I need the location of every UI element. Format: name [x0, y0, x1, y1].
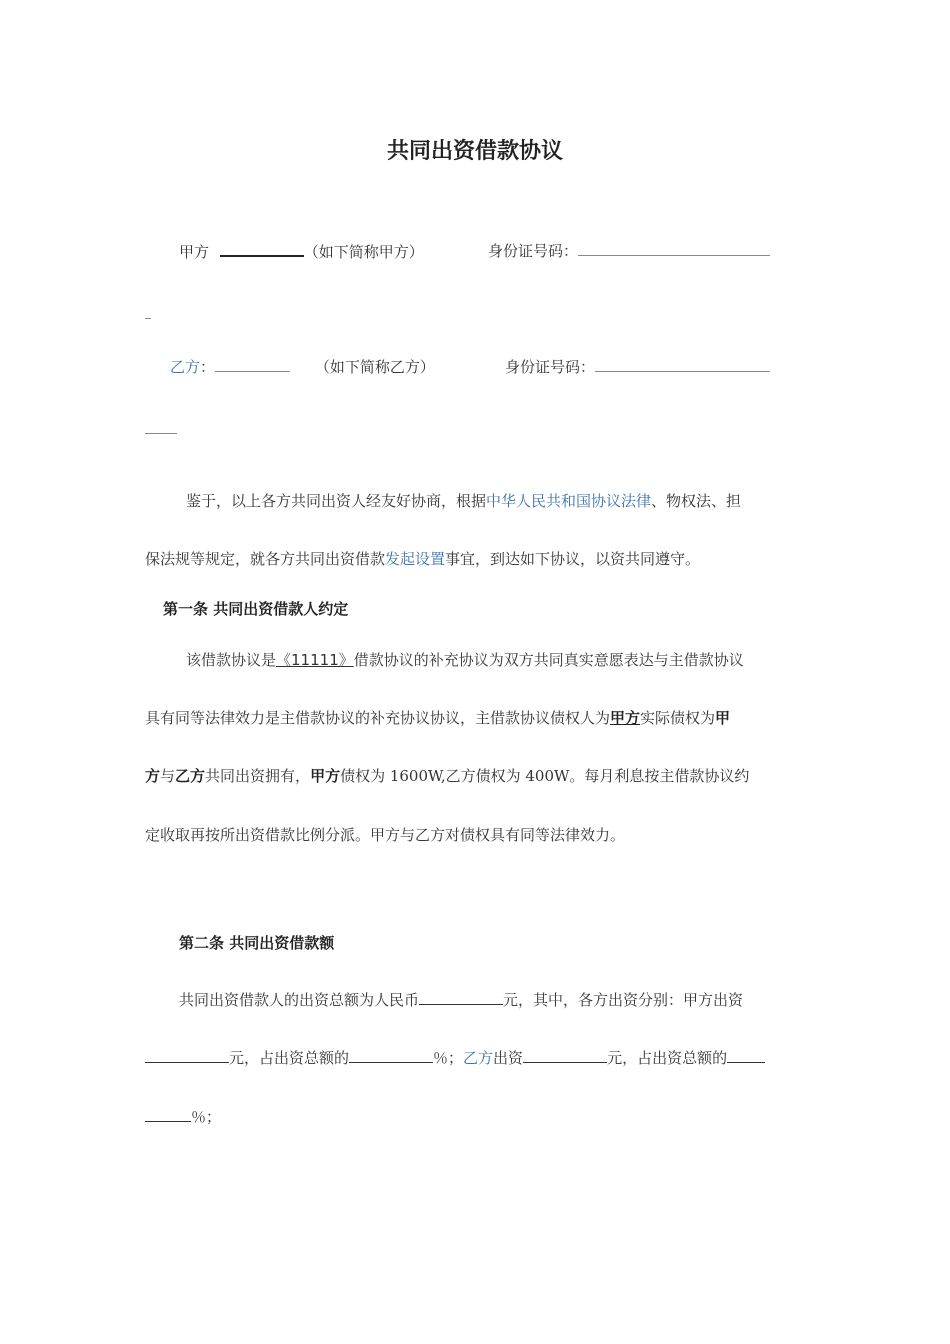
party-a-line [179, 241, 424, 262]
article-text: 债权为 1600W,乙方债权为 400W。每月利息按主借款协议约 [340, 767, 750, 785]
party-b-name-blank[interactable] [215, 357, 290, 372]
party-b-line [170, 357, 435, 377]
party-b-label[interactable]: 乙方 [170, 358, 201, 376]
article-text: 元，占出资总额的 [607, 1049, 728, 1067]
party-a-id-label: 身份证号码： [488, 242, 579, 260]
party-b-suffix: （如下简称乙方） [314, 358, 435, 376]
party-a-suffix: （如下简称甲方） [303, 243, 424, 261]
party-b-id-blank[interactable] [595, 357, 770, 372]
article-text: 借款协议的补充协议为双方共同真实意愿表达与主借款协议 [353, 651, 744, 669]
article-1-line-2 [145, 708, 730, 728]
preamble-text: 鉴于，以上各方共同出资人经友好协商，根据 [186, 492, 487, 510]
article-text: 元，其中，各方出资分别：甲方出资 [503, 991, 744, 1009]
article-2-heading: 第二条 共同出资借款额 [179, 934, 335, 952]
party-a-emphasis: 方 [145, 767, 161, 785]
article-text: 实际债权为 [640, 709, 716, 727]
party-b-id-line [505, 357, 770, 377]
party-b-percent-blank-start[interactable] [727, 1048, 765, 1063]
article-1-line-3 [145, 766, 749, 786]
article-text: ％； [191, 1108, 222, 1126]
party-a-label: 甲方 [179, 243, 210, 261]
article-text: 与 [160, 767, 176, 785]
line-continuation-mark [145, 318, 151, 319]
law-link[interactable]: 中华人民共和国协议法律 [486, 492, 652, 510]
party-a-emphasis: 甲 [715, 709, 731, 727]
party-b-link[interactable]: 乙方 [463, 1049, 494, 1067]
article-2-line-3 [145, 1107, 221, 1127]
article-text: 出资 [493, 1049, 524, 1067]
article-text: ％； [433, 1049, 464, 1067]
preamble-text: 事宜，到达如下协议，以资共同遵守。 [445, 550, 701, 568]
article-text: 元，占出资总额的 [229, 1049, 350, 1067]
party-a-emphasis: 甲方 [310, 767, 341, 785]
article-2-line-2 [145, 1048, 765, 1068]
party-a-amount-blank[interactable] [145, 1048, 229, 1063]
line-continuation-mark-2 [145, 433, 177, 434]
party-a-name-blank[interactable] [220, 241, 304, 257]
party-b-id-label: 身份证号码： [505, 358, 596, 376]
preamble-text: 、物权法、担 [651, 492, 742, 510]
preamble-line-1 [186, 491, 741, 511]
article-text: 共同出资借款人的出资总额为人民币 [179, 991, 420, 1009]
agreement-reference: 《11111》 [276, 651, 354, 669]
party-a-id-blank[interactable] [578, 241, 770, 256]
article-1-line-1 [186, 650, 744, 670]
preamble-line-2 [145, 549, 700, 569]
article-text: 该借款协议是 [186, 651, 277, 669]
party-b-colon: ： [200, 358, 216, 376]
party-a-percent-blank[interactable] [349, 1048, 433, 1063]
party-b-emphasis: 乙方 [175, 767, 206, 785]
article-text: 共同出资拥有， [205, 767, 311, 785]
preamble-text: 保法规等规定，就各方共同出资借款 [145, 550, 386, 568]
party-a-emphasis: 甲方 [610, 709, 641, 727]
article-text: 具有同等法律效力是主借款协议的补充协议协议，主借款协议债权人为 [145, 709, 611, 727]
setup-link[interactable]: 发起设置 [385, 550, 446, 568]
article-1-heading: 第一条 共同出资借款人约定 [163, 600, 349, 618]
total-amount-blank[interactable] [419, 990, 503, 1005]
article-1-line-4: 定收取再按所出资借款比例分派。甲方与乙方对债权具有同等法律效力。 [145, 826, 626, 844]
document-title: 共同出资借款协议 [386, 139, 563, 164]
party-a-id-line [488, 241, 770, 261]
article-2-line-1 [179, 990, 743, 1010]
party-b-percent-blank-end[interactable] [145, 1107, 191, 1122]
party-b-amount-blank[interactable] [523, 1048, 607, 1063]
